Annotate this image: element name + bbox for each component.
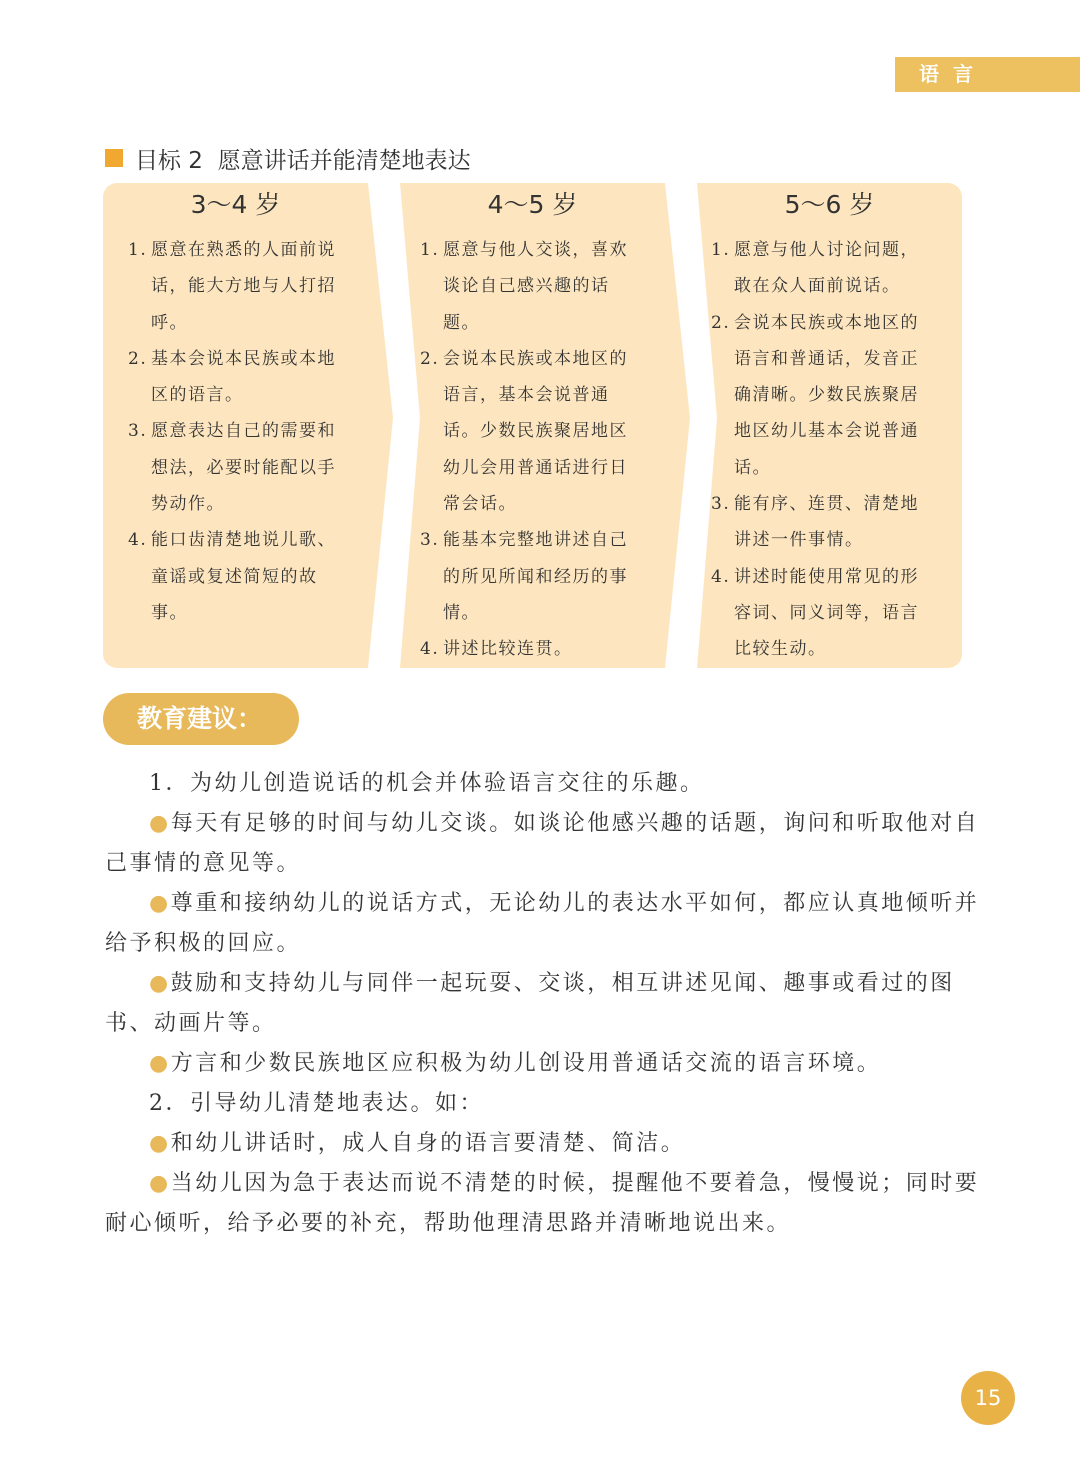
- goal-heading: [105, 140, 471, 176]
- goal-list-3-4: [128, 232, 346, 631]
- advice-body: [105, 764, 980, 1244]
- bullet-dot-icon: ●: [149, 1051, 171, 1076]
- list-item: 4. 能口齿清楚地说儿歌、童谣或复述简短的故事。: [128, 530, 336, 623]
- list-item: 1. 愿意在熟悉的人面前说话，能大方地与人打招呼。: [128, 240, 336, 333]
- age-title-3-4: 3～4 岁: [190, 190, 281, 219]
- advice-paragraph: 2．引导幼儿清楚地表达。如：: [149, 1091, 484, 1116]
- list-item: 2. 会说本民族或本地区的语言，基本会说普通话。少数民族聚居地区幼儿会用普通话进行日常会话。: [420, 348, 628, 515]
- bullet-dot-icon: ●: [149, 1171, 171, 1196]
- section-tab: 语言: [895, 57, 1080, 92]
- list-item: 1. 愿意与他人讨论问题，敢在众人面前说话。: [711, 240, 919, 297]
- advice-paragraph: ●尊重和接纳幼儿的说话方式，无论幼儿的表达水平如何，都应认真地倾听并给予积极的回应。: [105, 891, 980, 956]
- goal-list-5-6: [711, 232, 929, 668]
- advice-paragraph: ●方言和少数民族地区应积极为幼儿创设用普通话交流的语言环境。: [149, 1051, 882, 1076]
- goal-title: 目标 2 愿意讲话并能清楚地表达: [135, 147, 471, 174]
- age-title-5-6: 5～6 岁: [784, 190, 875, 219]
- advice-paragraph: ●鼓励和支持幼儿与同伴一起玩耍、交谈，相互讲述见闻、趣事或看过的图书、动画片等。: [105, 971, 955, 1036]
- advice-title-badge: 教育建议：: [103, 693, 299, 745]
- bullet-dot-icon: ●: [149, 891, 171, 916]
- bullet-dot-icon: ●: [149, 811, 171, 836]
- list-item: 1. 愿意与他人交谈，喜欢谈论自己感兴趣的话题。: [420, 240, 628, 333]
- advice-paragraph: ●每天有足够的时间与幼儿交谈。如谈论他感兴趣的话题，询问和听取他对自己事情的意见等。: [105, 811, 980, 876]
- goal-list-4-5: [420, 232, 638, 668]
- advice-paragraph: ●和幼儿讲话时，成人自身的语言要清楚、简洁。: [149, 1131, 686, 1156]
- list-item: 4. 讲述时能使用常见的形容词、同义词等，语言比较生动。: [711, 566, 919, 660]
- square-bullet-icon: [105, 149, 123, 167]
- list-item: 3. 能基本完整地讲述自己的所见所闻和经历的事情。: [420, 530, 628, 623]
- advice-paragraph: ●当幼儿因为急于表达而说不清楚的时候，提醒他不要着急，慢慢说；同时要耐心倾听，给予必要的补充，帮助他理清思路并清晰地说出来。: [105, 1171, 980, 1236]
- list-item: 2. 基本会说本民族或本地区的语言。: [128, 348, 336, 406]
- bullet-dot-icon: ●: [149, 971, 171, 996]
- list-item: 4. 讲述比较连贯。: [420, 639, 573, 660]
- list-item: 2. 会说本民族或本地区的语言和普通话，发音正确清晰。少数民族聚居地区幼儿基本会说普通话。: [711, 312, 919, 478]
- age-title-4-5: 4～5 岁: [487, 190, 578, 219]
- page-number: 15: [961, 1371, 1015, 1425]
- list-item: 3. 能有序、连贯、清楚地讲述一件事情。: [711, 494, 919, 551]
- advice-paragraph: 1．为幼儿创造说话的机会并体验语言交往的乐趣。: [149, 771, 705, 796]
- bullet-dot-icon: ●: [149, 1131, 171, 1156]
- list-item: 3. 愿意表达自己的需要和想法，必要时能配以手势动作。: [128, 421, 336, 515]
